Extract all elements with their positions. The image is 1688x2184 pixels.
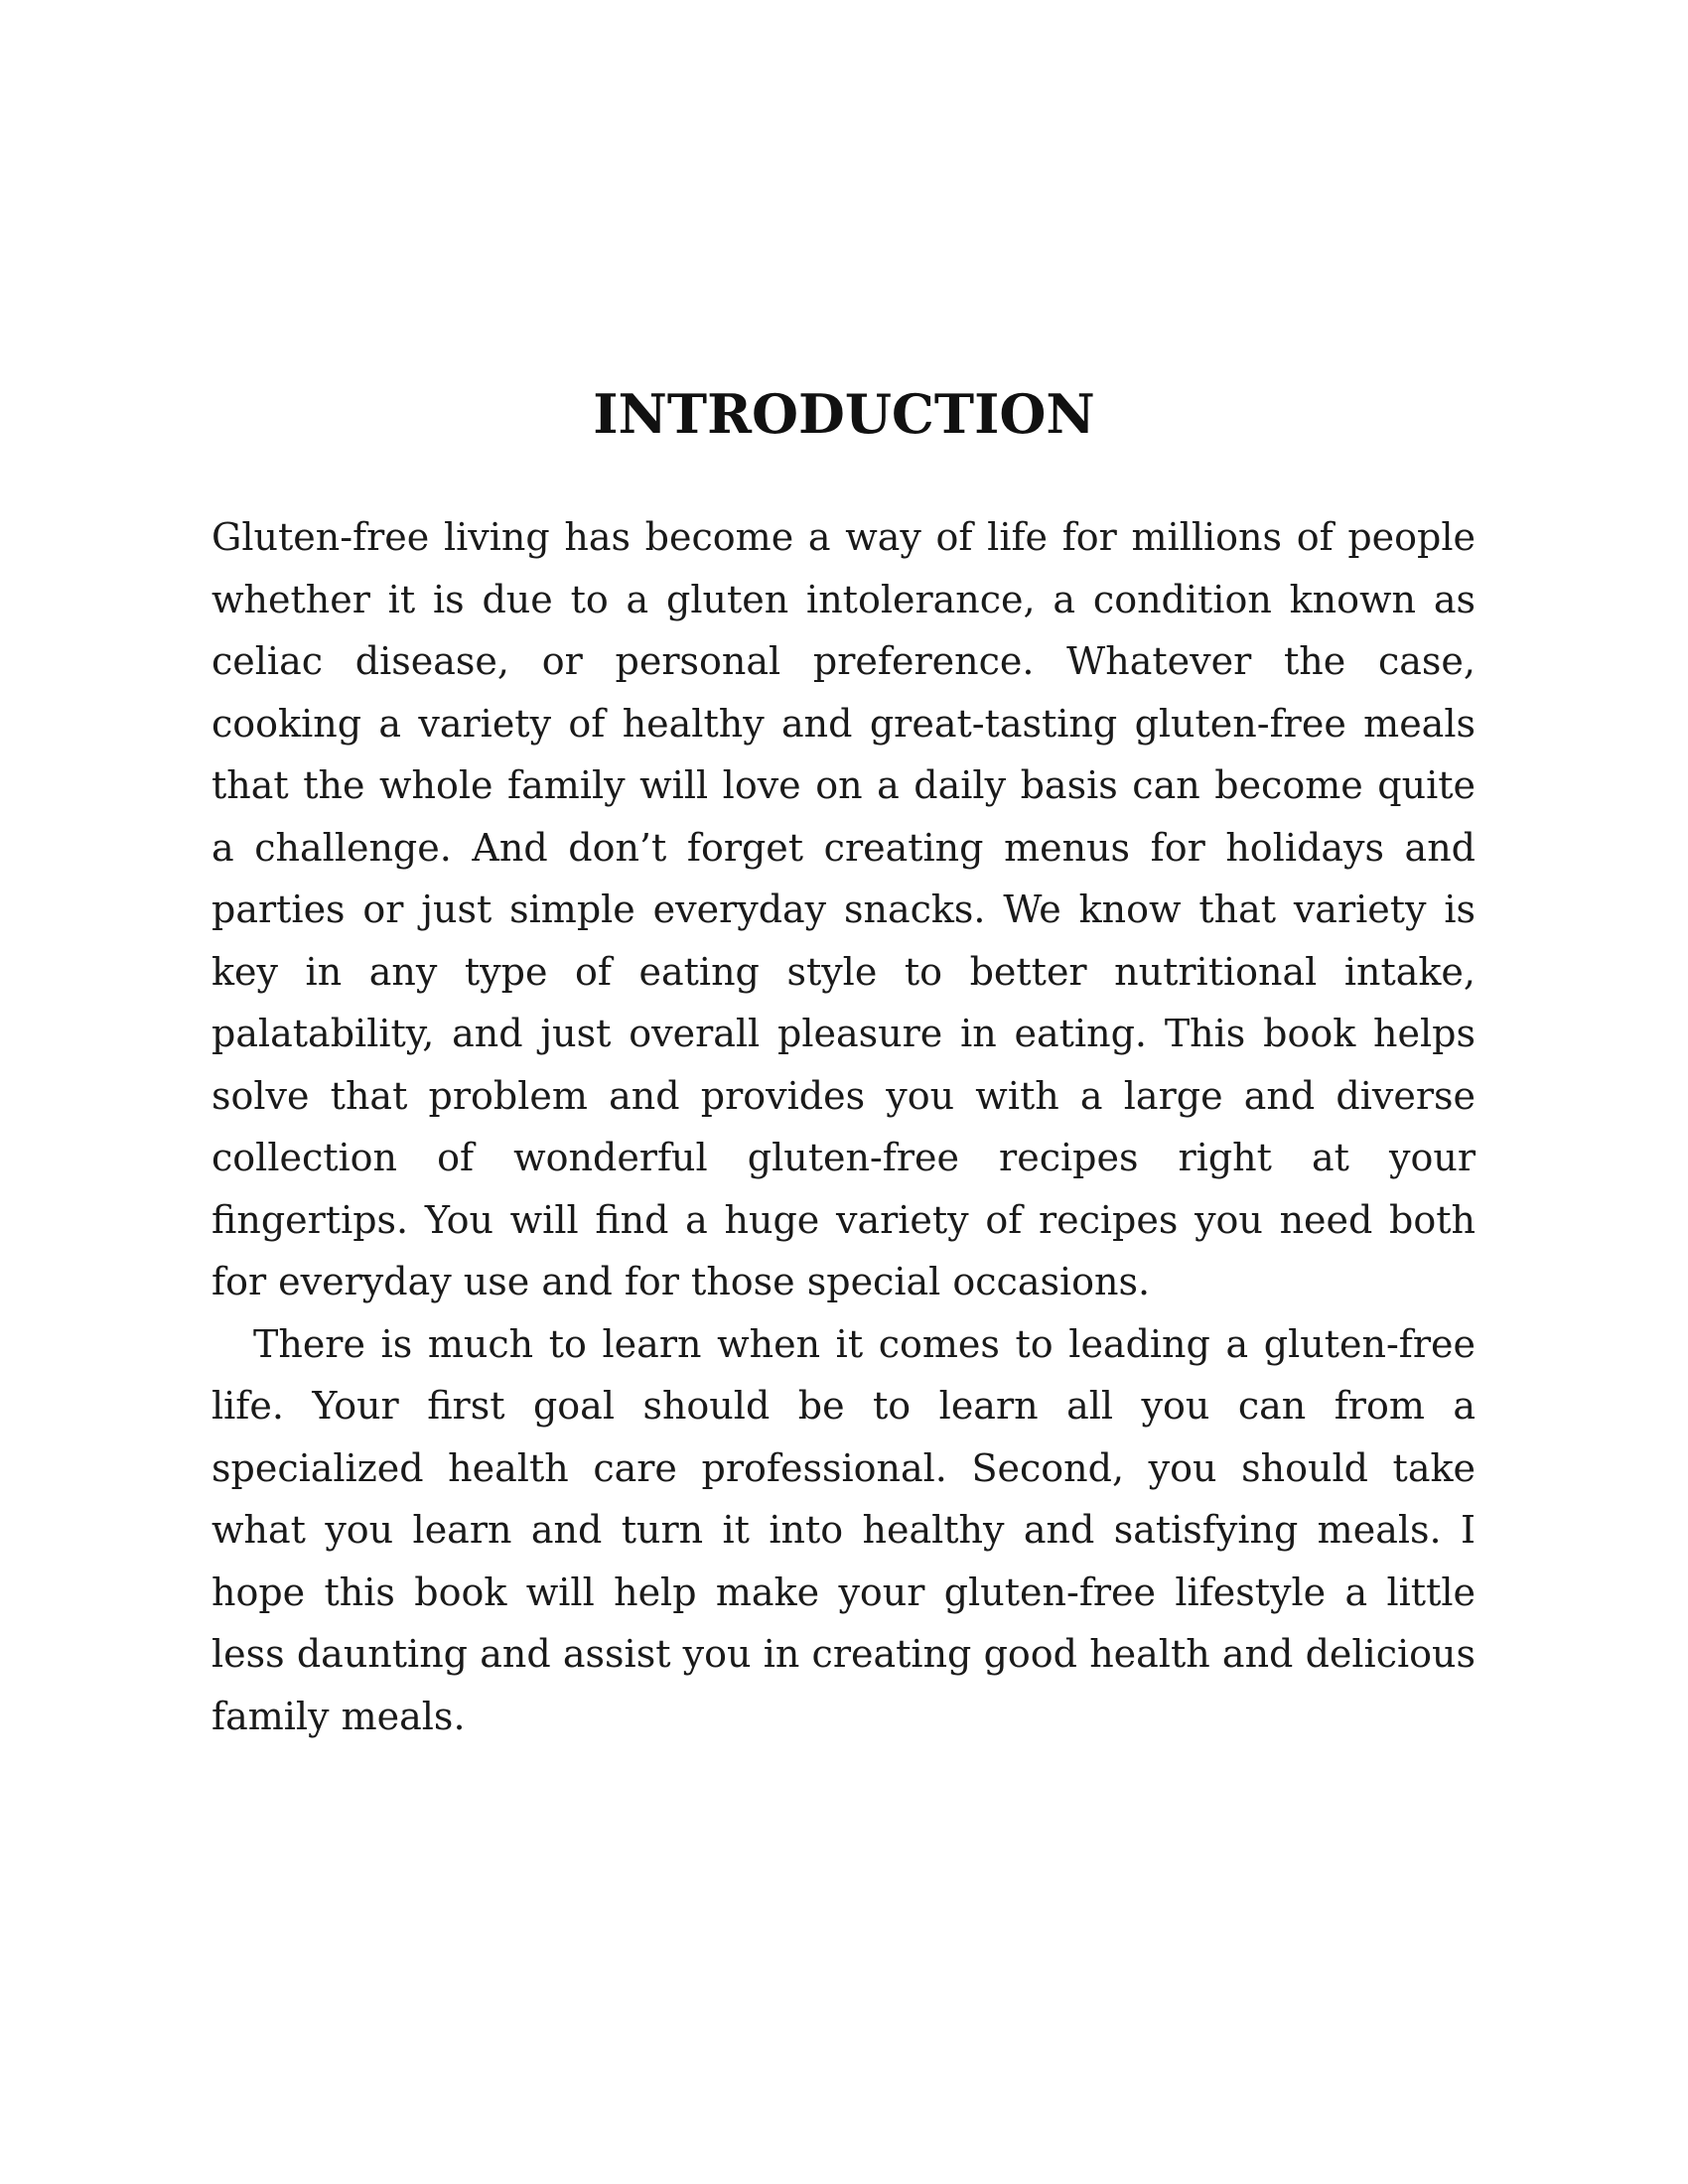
paragraph-1: Gluten-free living has become a way of life for millions of people whether it is due to a gluten intolerance, a condition known as celiac disease, or personal preference. Whatever the case, cooking a variety of healthy and great-tasting gluten-free meals that the whole family will love on a daily basis can become quite a challenge. And don’t forget creating menus for holidays and parties or just simple everyday snacks. We know that variety is key in any type of eating style to better nutritional intake, palatability, and just overall pleasure in eating. This book helps solve that problem and provides you with a large and diverse collection of wonderful gluten-free recipes right at your fingertips. You will find a huge variety of recipes you need both for everyday use and for those special occasions. — [211, 515, 1476, 1303]
paragraph-2: There is much to learn when it comes to leading a gluten-free life. Your first goal should be to learn all you can from a specialized health care professional. Second, you should take what you learn and turn it into healthy and satisfying meals. I hope this book will help make your gluten-free lifestyle a little less daunting and assist you in creating good health and delicious family meals. — [211, 1321, 1476, 1738]
page-title: INTRODUCTION — [593, 382, 1095, 446]
body-text — [211, 506, 1476, 1747]
